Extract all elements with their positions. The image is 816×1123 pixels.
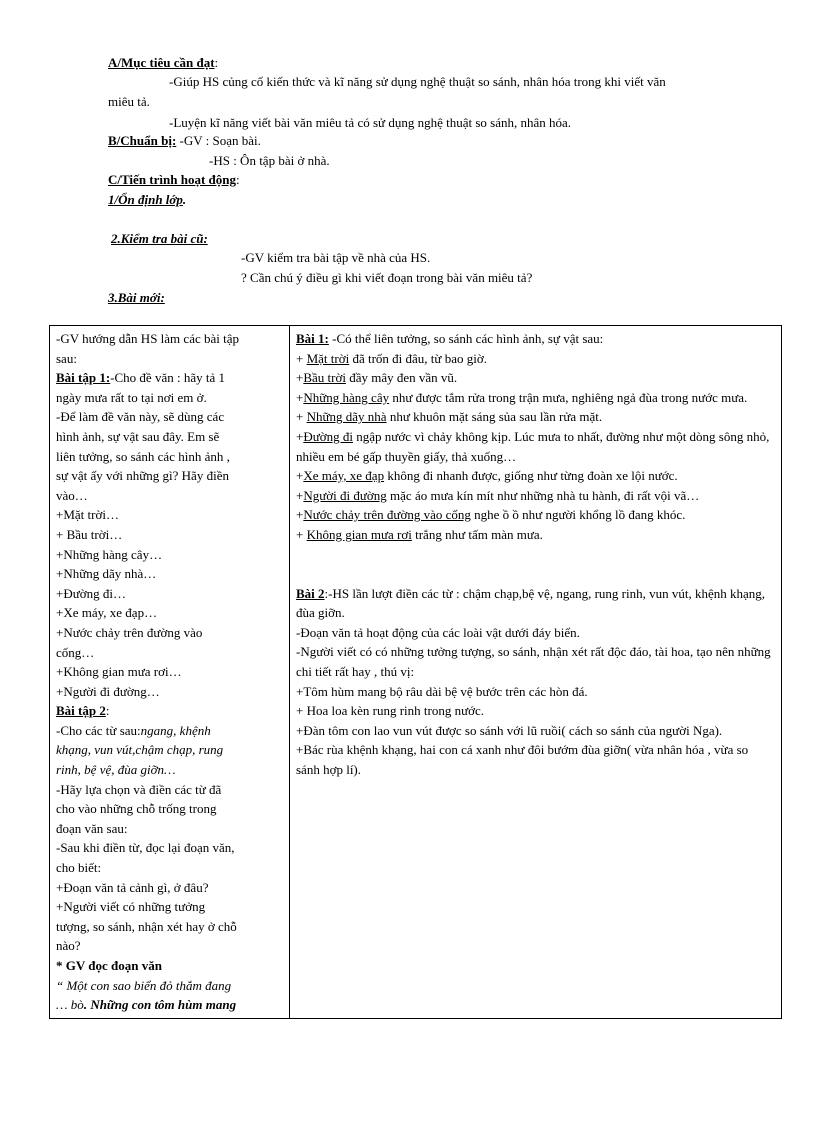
answer-item: +Người đi đường mặc áo mưa kín mít như những nhà tu hành, đi rất vội vã…	[296, 487, 700, 503]
answer-item: +Nước chảy trên đường vào cống nghe ồ ồ như người khổng lồ đang khóc.	[296, 507, 686, 523]
list-item: +Người đi đường…	[56, 683, 160, 699]
passage-quote-start: … bò	[56, 997, 84, 1013]
list-item: +Những hàng cây…	[56, 546, 163, 562]
objective-2: -Luyện kĩ năng viết bài văn miêu tả có sử dụng nghệ thuật so sánh, nhân hóa.	[169, 115, 572, 130]
section-c-heading	[108, 172, 240, 188]
bai-2-heading	[296, 584, 775, 623]
teacher-activity-column	[50, 326, 290, 1019]
bai-1-text: -Có thể liên tưởng, so sánh các hình ảnh, sự vật sau:	[328, 331, 604, 346]
exercise-1-text: ngày mưa rất to tại nơi em ở.	[56, 389, 207, 405]
step-1-title: 1/Ổn định lớp	[108, 192, 183, 207]
list-item: +Mặt trời…	[56, 507, 119, 523]
list-item: +Không gian mưa rơi…	[56, 664, 182, 680]
step-2-line-2: ? Cần chú ý điều gì khi viết đoạn trong bài văn miêu tả?	[241, 270, 533, 285]
passage-quote: “ Một con sao biển đỏ thắm đang	[56, 977, 232, 993]
section-b-line	[108, 133, 261, 149]
bai-2-text: :-HS lần lượt điền các từ : chậm chạp,bệ vệ, ngang, rung rinh, vun vút, khệnh khạng, đùa giỡn.	[296, 585, 766, 621]
list-item: +Nước chảy trên đường vào	[56, 624, 203, 640]
exercise-1-text: sự vật ấy với những gì? Hãy điền	[56, 468, 229, 484]
objective-1: -Giúp HS củng cố kiến thức và kĩ năng sử dụng nghệ thuật so sánh, nhân hóa trong khi viết văn	[169, 74, 666, 89]
exercise-2-text: +Đoạn văn tả cảnh gì, ở đâu?	[56, 879, 209, 895]
exercise-2-prompt: -Cho các từ sau:	[56, 722, 141, 738]
left-intro-1: -GV hướng dẫn HS làm các bài tập	[56, 331, 239, 346]
exercise-1-line	[56, 368, 283, 388]
answer-item: +Xe máy, xe đạp không đi nhanh được, giống như từng đoàn xe lội nước.	[296, 468, 678, 484]
answer-item: +Những hàng cây như được tắm rửa trong trận mưa, nghiêng ngả đùa trong nước mưa.	[296, 389, 748, 405]
objective-1-cont: miêu tả.	[108, 94, 150, 109]
list-item: cống…	[56, 644, 95, 660]
exercise-2-text: đoạn văn sau:	[56, 820, 128, 836]
section-a-colon: :	[214, 55, 219, 70]
section-a-heading	[108, 55, 218, 71]
step-1-dot: .	[182, 192, 187, 207]
answer-item: +Đàn tôm con lao vun vút được so sánh với lũ ruồi( cách so sánh của người Nga).	[296, 722, 723, 738]
teacher-reads-heading: * GV đọc đoạn văn	[56, 958, 162, 973]
exercise-2-text: tượng, so sánh, nhận xét hay ở chỗ	[56, 918, 237, 934]
exercise-2-heading	[56, 701, 283, 721]
exercise-2-words: rinh, bệ vệ, đùa giỡn…	[56, 762, 176, 778]
prep-hs: -HS : Ôn tập bài ở nhà.	[209, 153, 330, 168]
answer-item: + Hoa loa kèn rung rinh trong nước.	[296, 703, 485, 719]
answer-item: +Đường đi ngập nước vì chảy không kịp. Lúc mưa to nhất, đường như một dòng sông nhỏ, nhiều em bé gấp thuyền giấy, thả xuống…	[296, 428, 770, 464]
answer-item: -Đoạn văn tả hoạt động của các loài vật dưới đáy biển.	[296, 624, 580, 640]
answer-item: + Mặt trời đã trốn đi đâu, từ bao giờ.	[296, 350, 487, 366]
passage-quote-2	[56, 995, 283, 1015]
answer-item: +Bác rùa khệnh khạng, hai con cá xanh như đôi bướm đùa giỡn( vừa nhân hóa , vừa so sánh hợp lí).	[296, 742, 749, 777]
spacer	[296, 545, 775, 584]
lesson-table	[49, 325, 782, 1019]
exercise-2-colon: :	[105, 703, 110, 719]
bai-1-label: Bài 1:	[296, 331, 329, 346]
exercise-1-text: hình ảnh, sự vật sau đây. Em sẽ	[56, 428, 220, 444]
left-intro-2: sau:	[56, 350, 77, 366]
exercise-2-words-line	[56, 721, 283, 741]
answer-item: + Những dãy nhà như khuôn mặt sáng sủa sau lần rửa mặt.	[296, 409, 603, 425]
step-3-title: 3.Bài mới:	[108, 290, 165, 305]
bai-1-heading	[296, 329, 775, 349]
exercise-2-words: khạng, vun vút,chậm chạp, rung	[56, 742, 224, 758]
answer-item: + Không gian mưa rơi trắng như tấm màn mưa.	[296, 526, 543, 542]
section-c-title: C/Tiến trình hoạt động	[108, 172, 236, 187]
exercise-2-text: -Sau khi điền từ, đọc lại đoạn văn,	[56, 840, 235, 856]
exercise-1-text: liên tưởng, so sánh các hình ảnh ,	[56, 448, 230, 464]
list-item: +Đường đi…	[56, 585, 127, 601]
answer-item: +Tôm hùm mang bộ râu dài bệ vệ bước trên các hòn đá.	[296, 683, 588, 699]
step-2-line-1: -GV kiểm tra bài tập về nhà của HS.	[241, 250, 431, 265]
exercise-2-text: +Người viết có những tưởng	[56, 899, 206, 915]
passage-quote-end: . Những con tôm hùm mang	[83, 997, 237, 1013]
step-1-line	[108, 192, 186, 208]
student-activity-column	[290, 326, 782, 1019]
list-item: + Bầu trời…	[56, 526, 123, 542]
exercise-2-text: -Hãy lựa chọn và điền các từ đã	[56, 781, 222, 797]
prep-gv: -GV : Soạn bài.	[176, 133, 261, 148]
list-item: +Xe máy, xe đạp…	[56, 605, 158, 621]
step-2-title: 2.Kiểm tra bài cũ:	[111, 231, 208, 246]
exercise-1-text: -Để làm đề văn này, sẽ dùng các	[56, 409, 225, 425]
exercise-2-label: Bài tập 2	[56, 703, 106, 719]
answer-item: -Người viết có có những tưởng tượng, so sánh, nhận xét rất độc đáo, tài hoa, tạo nên những chi tiết rất hay , thú vị:	[296, 644, 771, 679]
section-c-colon: :	[236, 172, 240, 187]
exercise-2-text: cho biết:	[56, 860, 102, 876]
bai-2-label: Bài 2	[296, 585, 325, 601]
exercise-2-text: cho vào những chỗ trống trong	[56, 801, 217, 817]
answer-item: +Bầu trời đầy mây đen vần vũ.	[296, 370, 458, 386]
exercise-2-text: nào?	[56, 938, 81, 954]
exercise-1-text: vào…	[56, 487, 88, 503]
exercise-1-prompt: -Cho đề văn : hãy tả 1	[110, 370, 225, 386]
list-item: +Những dãy nhà…	[56, 566, 157, 582]
section-a-title: A/Mục tiêu cần đạt	[108, 55, 215, 70]
section-b-title: B/Chuẩn bị:	[108, 133, 177, 148]
exercise-1-label: Bài tập 1:	[56, 370, 111, 386]
exercise-2-words: ngang, khệnh	[140, 722, 211, 738]
